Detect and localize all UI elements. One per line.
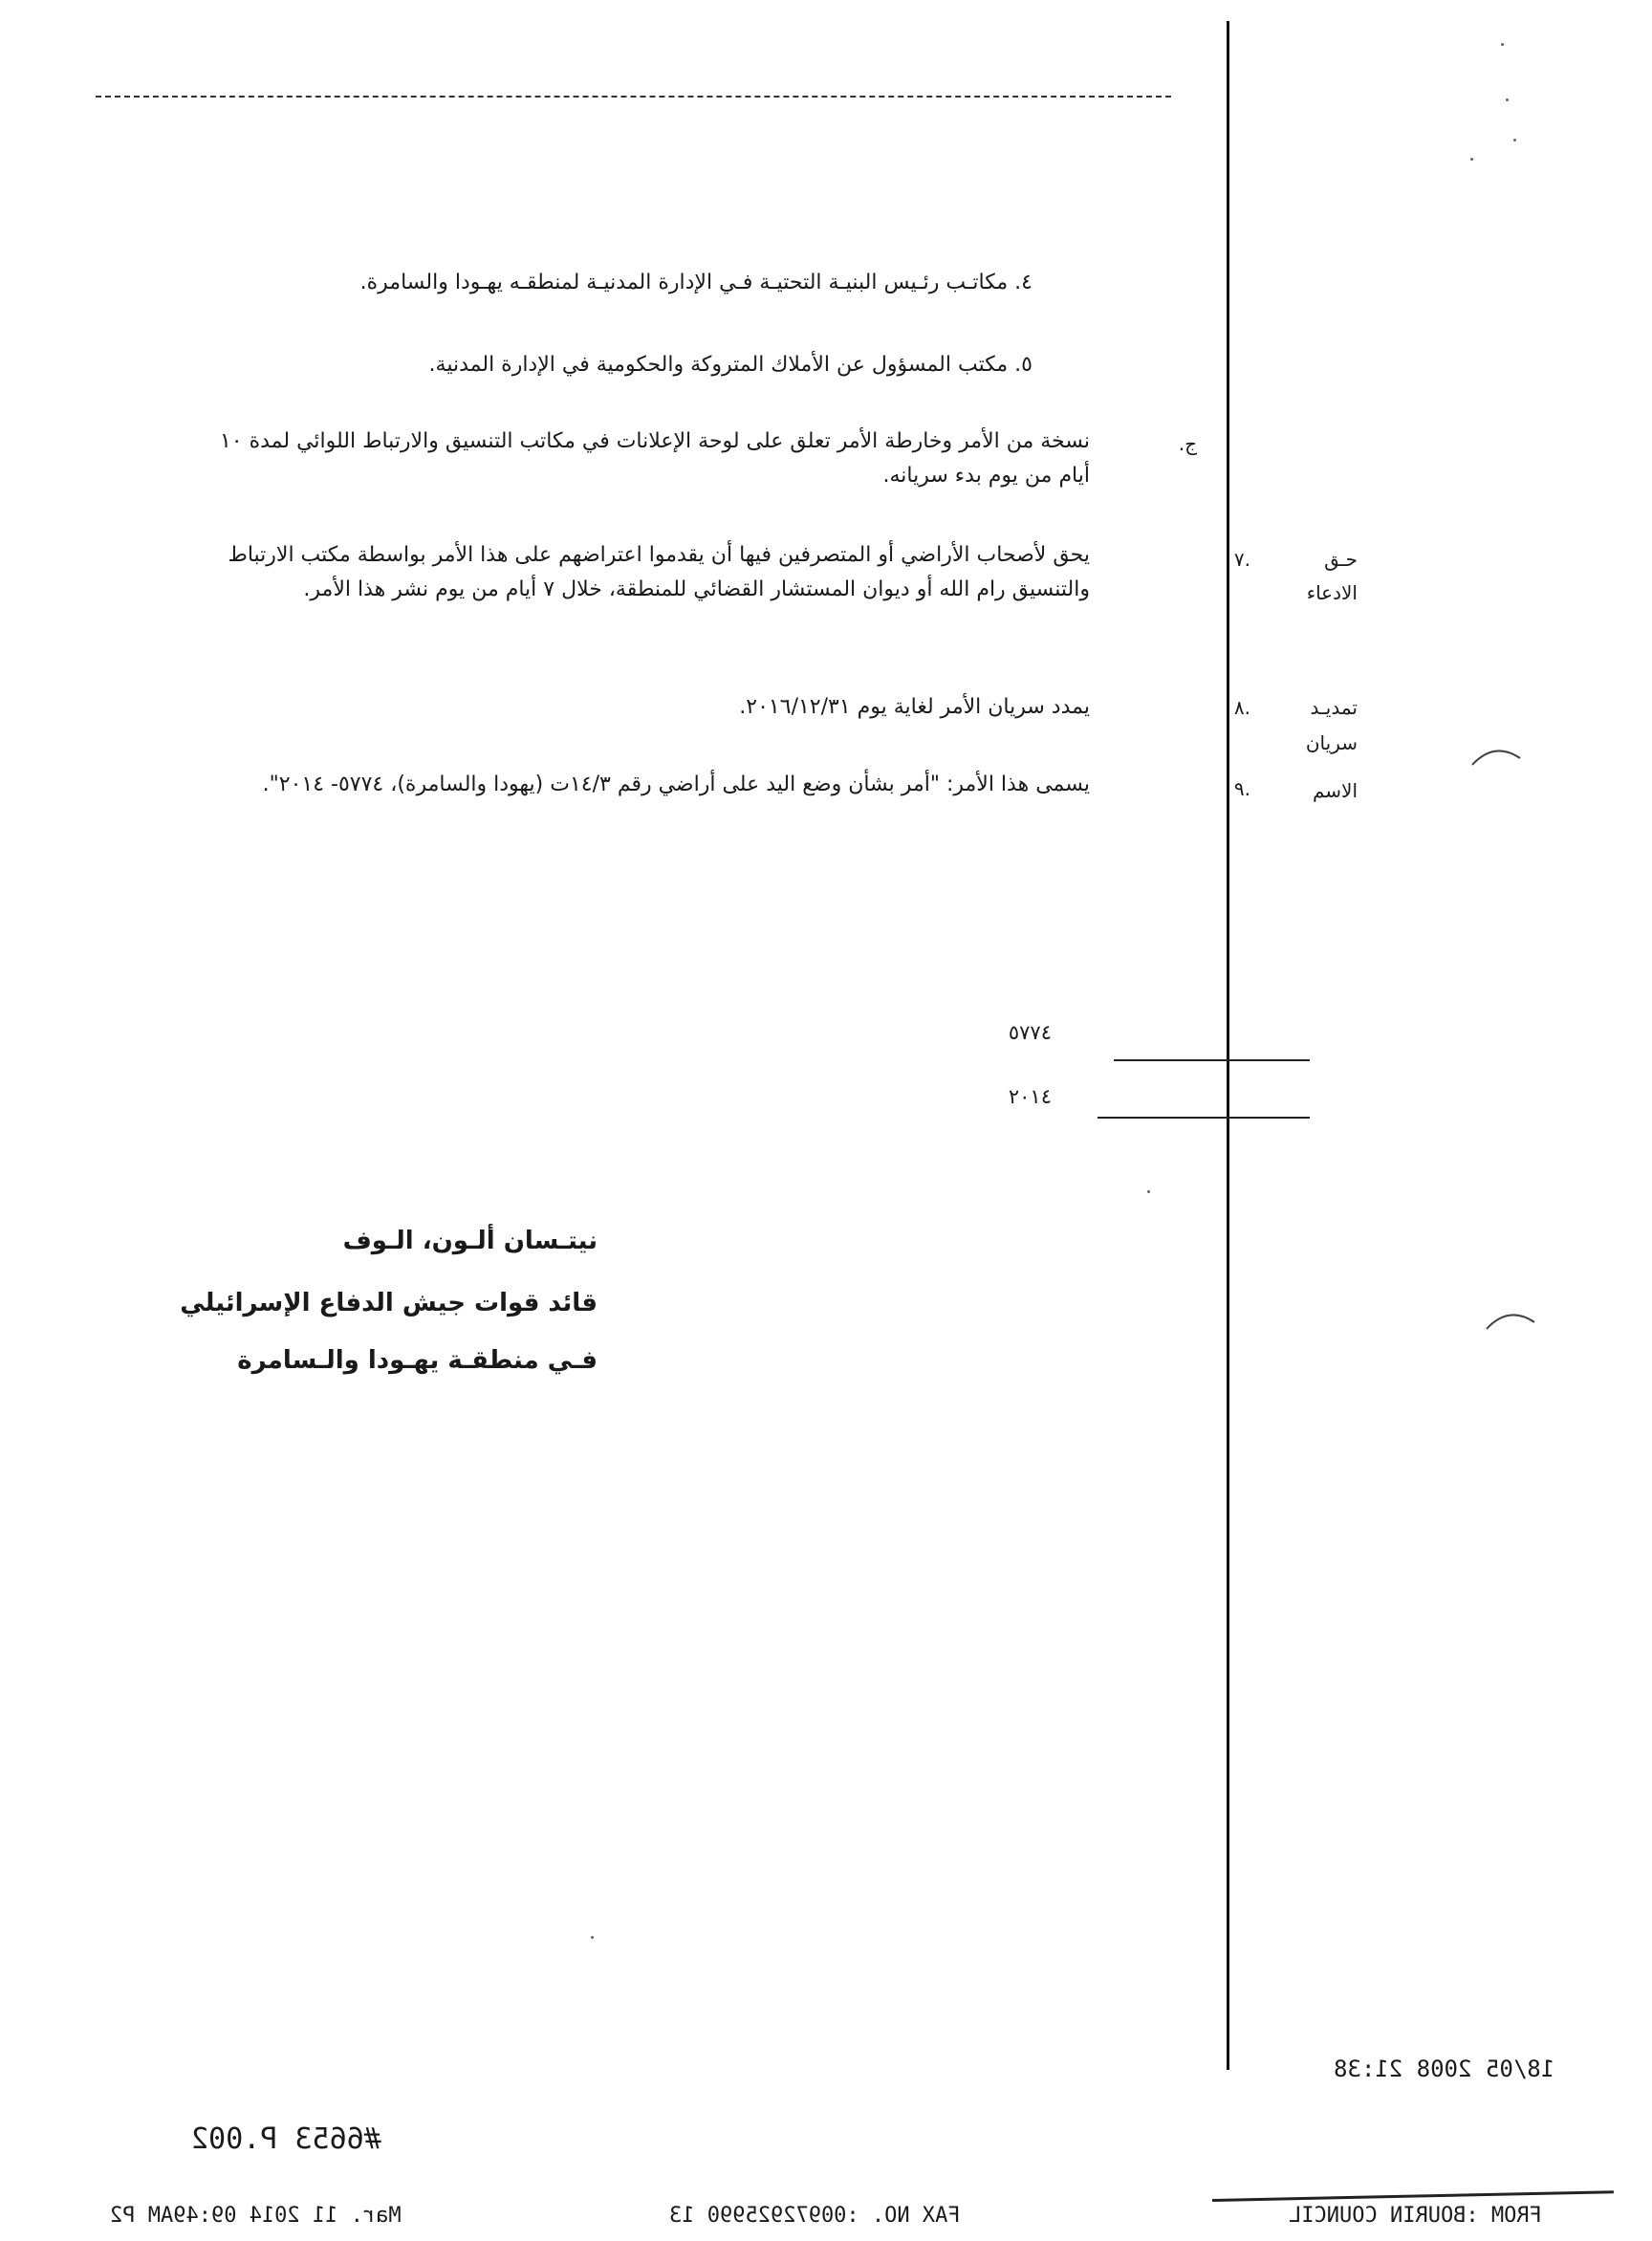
gregorian-year-rule: [1098, 1117, 1310, 1119]
section-7-label-top: حـق: [1324, 548, 1358, 571]
top-rule: [96, 96, 1171, 98]
section-8-text: يمدد سريان الأمر لغاية يوم ٢٠١٦/١٢/٣١.: [739, 695, 1090, 719]
item-4: [186, 266, 1032, 300]
footer-scan-edge: [1212, 2190, 1614, 2202]
scan-speck: [591, 1936, 594, 1939]
section-8-label-bottom: سريان: [1305, 731, 1358, 754]
section-7-label-bottom: الادعاء: [1306, 581, 1358, 604]
signature-line-1: نيتـسان ألـون، الـوف: [342, 1227, 598, 1255]
scan-speck: [1506, 98, 1509, 101]
section-7-text: يحق لأصحاب الأراضي أو المتصرفين فيها أن يقدموا اعتراضهم على هذا الأمر بواسطة مكتب الارتباط والتنسيق رام الله أو ديوان المستشار القضائي للمنطقة، خلال ٧ أيام من يوم نشر هذا الأمر.: [228, 543, 1090, 601]
hebrew-year: ٥٧٧٤: [1008, 1021, 1052, 1044]
item-4-text: مكاتـب رئـيس البنيـة التحتيـة فـي الإدارة المدنيـة لمنطقـه يهـودا والسامرة.: [359, 271, 1009, 294]
section-9-number: ٩.: [1233, 777, 1250, 800]
hebrew-year-rule: [1114, 1059, 1310, 1061]
fax-footer-date: Mar. 11 2014 09:49AM P2: [110, 2204, 402, 2228]
section-7-number: ٧.: [1233, 548, 1250, 571]
margin-rule: [1227, 21, 1229, 2070]
item-5-number: ٥.: [1014, 353, 1032, 377]
scan-speck: [1513, 139, 1516, 141]
section-8-label-top: تمديـد: [1310, 696, 1358, 719]
fax-stamp-date: 18/05 2008 21:38: [1334, 2056, 1555, 2082]
section-9-text: يسمى هذا الأمر: "أمر بشأن وضع اليد على أراضي رقم ١٤/٣ت (يهودا والسامرة)، ٥٧٧٤- ٢٠١٤".: [262, 772, 1090, 796]
scan-speck: [1501, 43, 1504, 46]
section-8-number: ٨.: [1233, 696, 1250, 719]
signature-line-3: فـي منطقـة يهـودا والـسامرة: [237, 1346, 598, 1375]
fax-footer-from: FROM :BOURIN COUNCIL: [1289, 2204, 1542, 2228]
scan-speck: [1470, 158, 1473, 161]
item-5: [186, 348, 1032, 382]
margin-arc-mark: [1467, 741, 1525, 770]
scan-speck: [1147, 1190, 1150, 1193]
signature-line-2: قائد قوات جيش الدفاع الإسرائيلي: [180, 1289, 598, 1317]
margin-arc-mark: [1482, 1305, 1539, 1334]
item-5-text: مكتب المسؤول عن الأملاك المتروكة والحكومية في الإدارة المدنية.: [428, 353, 1009, 377]
para-c-marker: ج.: [1178, 432, 1197, 455]
para-c-text: نسخة من الأمر وخارطة الأمر تعلق على لوحة الإعلانات في مكاتب التنسيق والارتباط اللوائي لمدة ١٠ أيام من يوم بدء سريانه.: [219, 429, 1090, 488]
item-4-number: ٤.: [1014, 271, 1032, 294]
fax-footer-number: FAX NO. :00972925990 13: [669, 2204, 961, 2228]
section-9-label: الاسم: [1312, 779, 1358, 802]
gregorian-year: ٢٠١٤: [1008, 1085, 1052, 1108]
fax-page-code: #6653 P.002: [191, 2122, 381, 2156]
